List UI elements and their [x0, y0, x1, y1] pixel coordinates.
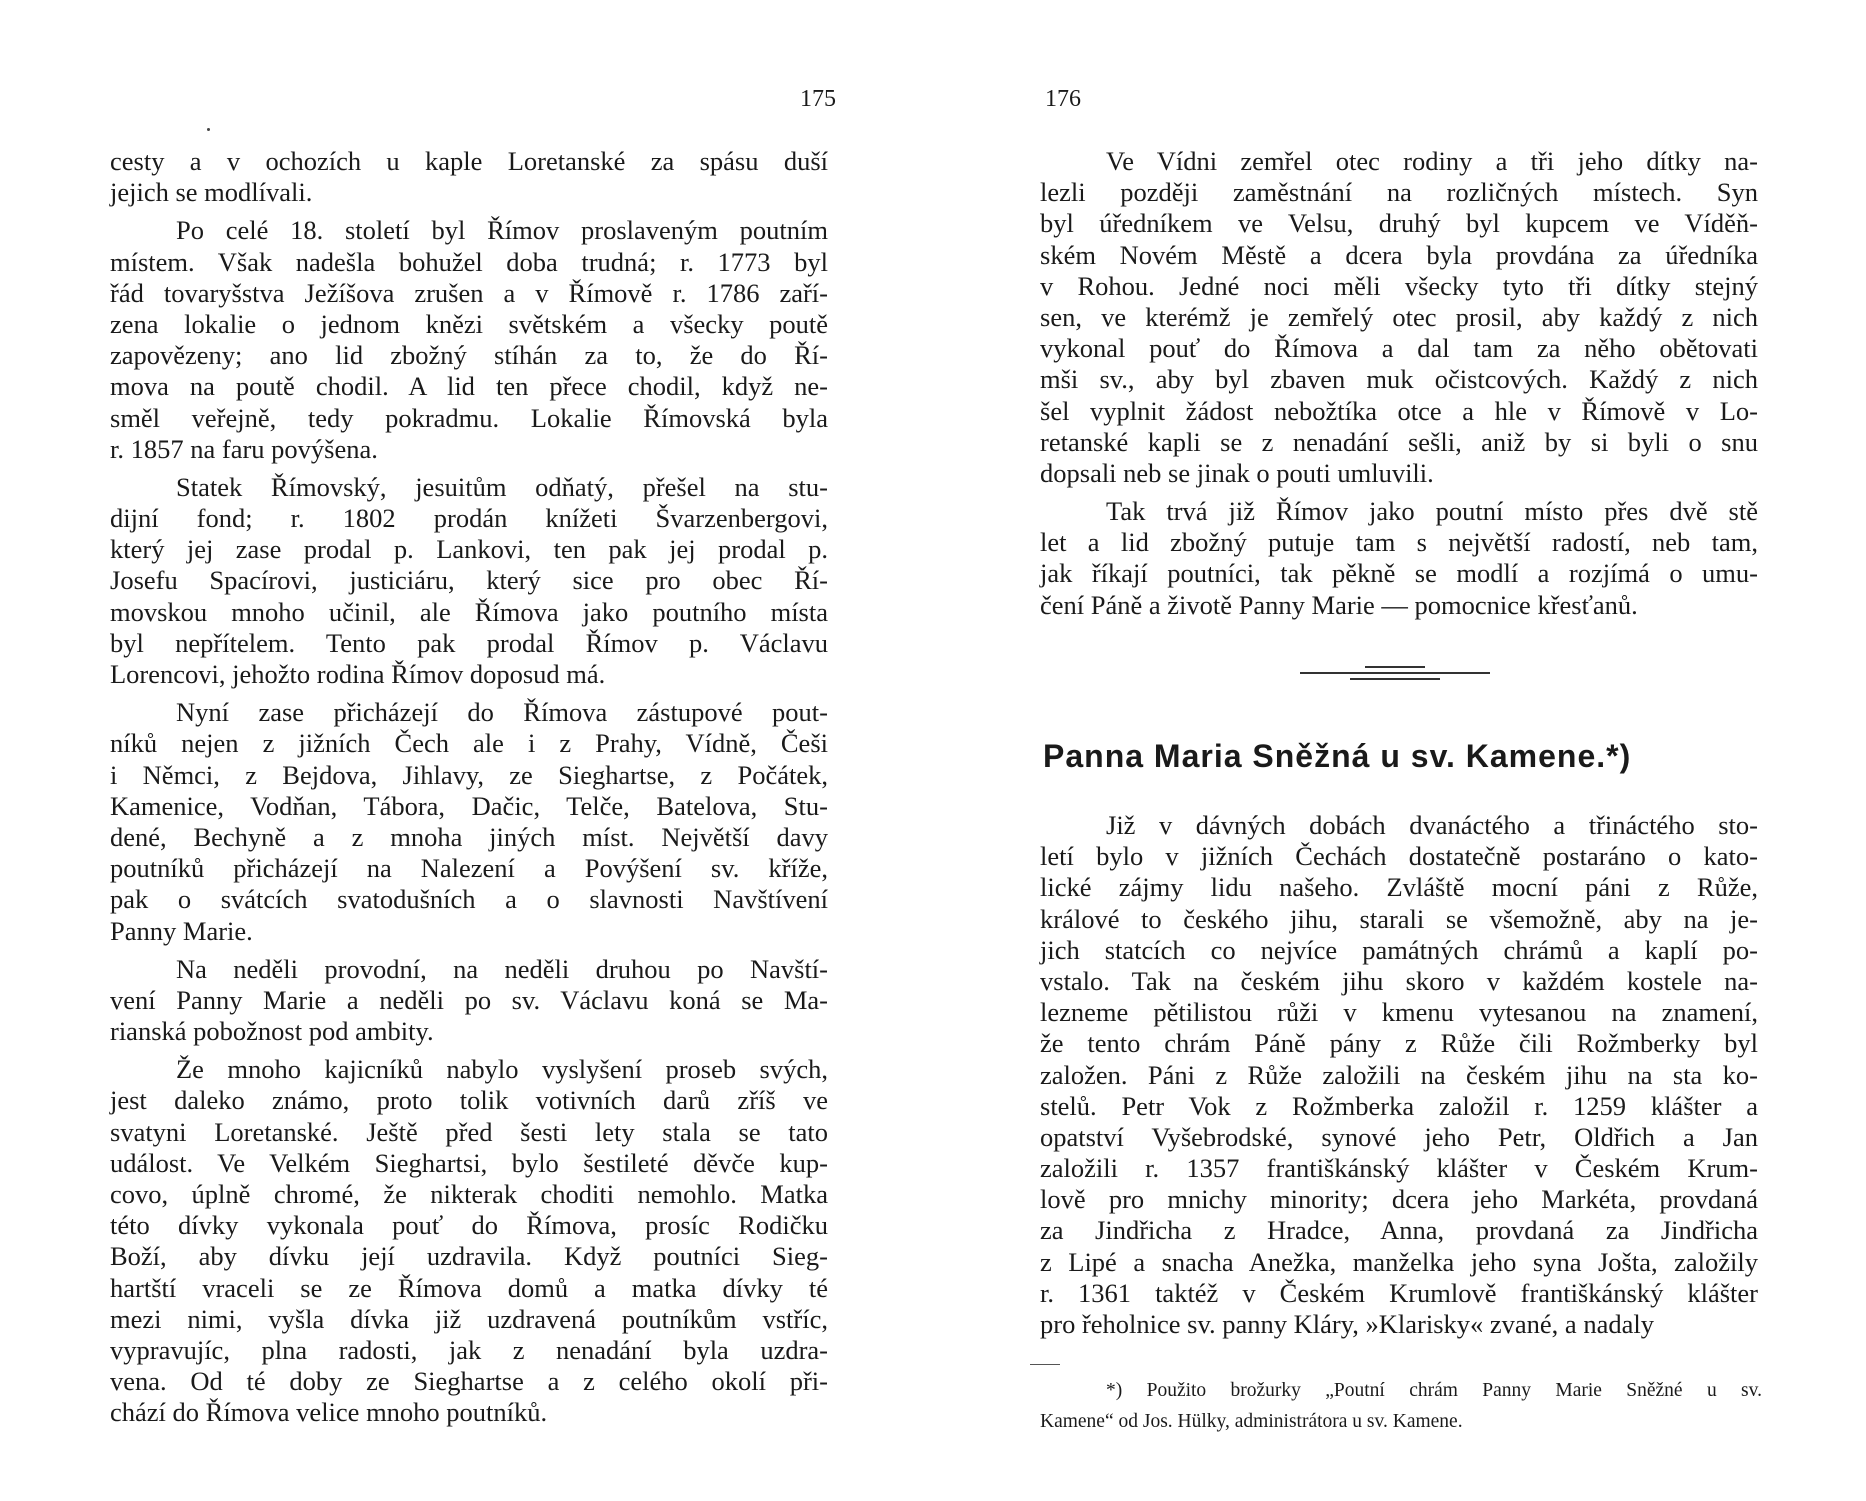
- text-line: vena. Od té doby ze Sieghartse a z celého okolí při-: [110, 1366, 828, 1397]
- text-line: jest daleko známo, proto tolik votivních darů zříš ve: [110, 1085, 828, 1116]
- text-line: rianská pobožnost pod ambity.: [110, 1016, 434, 1047]
- text-line: opatství Vyšebrodské, synové jeho Petr, Oldřich a Jan: [1040, 1121, 1758, 1152]
- text-line: let a lid zbožný putuje tam s největší radostí, neb tam,: [1040, 527, 1758, 558]
- paragraph: [1040, 810, 1758, 1340]
- text-line: níků nejen z jižních Čech ale i z Prahy, Vídně, Češi: [110, 728, 828, 759]
- text-line: lické zájmy lidu našeho. Zvláště mocní páni z Růže,: [1040, 872, 1758, 903]
- text-line: jejich se modlívali.: [110, 177, 313, 208]
- text-line: pak o svátcích svatodušních a o slavnosti Navštívení: [110, 884, 828, 915]
- text-line: lezneme pětilistou růži v kmenu vytesanou na znamení,: [1040, 997, 1758, 1028]
- text-line: který jej zase prodal p. Lankovi, ten pak jej prodal p.: [110, 534, 828, 565]
- text-line: Statek Římovský, jesuitům odňatý, přešel na stu-: [176, 471, 828, 502]
- text-line: této dívky vykonala pouť do Římova, prosíc Rodičku: [110, 1210, 828, 1241]
- text-line: vykonal pouť do Římova a dal tam za něho obětovati: [1040, 333, 1758, 364]
- text-line: byl nepřítelem. Tento pak prodal Římov p. Václavu: [110, 627, 828, 658]
- chapter-heading: Panna Maria Sněžná u sv. Kamene.*): [1043, 738, 1632, 774]
- right-page-text-top: [1040, 146, 1758, 628]
- text-line: vypravujíc, plna radosti, jak z nenadání byla uzdra-: [110, 1334, 828, 1365]
- text-line: za Jindřicha z Hradce, Anna, provdaná za Jindřicha: [1040, 1215, 1758, 1246]
- page-number-left: 175: [800, 86, 836, 112]
- text-line: jak říkají poutníci, tak pěkně se modlí a rozjímá o umu-: [1040, 558, 1758, 589]
- text-line: Tak trvá již Římov jako poutní místo přes dvě stě: [1106, 496, 1758, 527]
- text-line: sen, ve kterémž je zemřelý otec prosil, aby každý z nich: [1040, 301, 1758, 332]
- text-line: jich statcích co nejvíce památných chrámů a kaplí po-: [1040, 934, 1758, 965]
- text-line: vstalo. Tak na českém jihu skoro v každém kostele na-: [1040, 965, 1758, 996]
- paragraph: [110, 1054, 828, 1428]
- paragraph: [110, 472, 828, 690]
- text-line: Lorencovi, jehožto rodina Římov doposud má.: [110, 659, 606, 689]
- text-line: dijní fond; r. 1802 prodán knížeti Švarzenbergovi,: [110, 503, 828, 534]
- paragraph: [1040, 146, 1758, 489]
- paragraph: [110, 215, 828, 465]
- text-line: zapovězeny; ano lid zbožný stíhán za to, že do Ří-: [110, 340, 828, 371]
- text-line: svatyni Loretanské. Ještě před šesti lety stala se tato: [110, 1116, 828, 1147]
- text-line: mši sv., aby byl zbaven muk očistcových. Každý z nich: [1040, 364, 1758, 395]
- text-line: r. 1857 na faru povýšena.: [110, 433, 378, 464]
- print-speck: [207, 128, 210, 131]
- left-page-text: [110, 146, 828, 1436]
- text-line: lově pro mnichy minority; dcera jeho Markéta, provdaná: [1040, 1184, 1758, 1215]
- text-line: šel vyplnit žádost nebožtíka otce a hle v Římově v Lo-: [1040, 395, 1758, 426]
- text-line: řád tovaryšstva Ježíšova zrušen a v Římově r. 1786 zaří-: [110, 277, 828, 308]
- text-line: poutníků přicházejí na Nalezení a Povýšení sv. kříže,: [110, 853, 828, 884]
- paragraph: [110, 954, 828, 1048]
- footnote-rule: [1030, 1364, 1060, 1365]
- text-line: chází do Římova velice mnoho poutníků.: [110, 1397, 548, 1428]
- text-line: Na neděli provodní, na neděli druhou po Navští-: [176, 953, 828, 984]
- text-line: Panny Marie.: [110, 915, 253, 946]
- footnote-line: *) Použito brožurky „Poutní chrám Panny Marie Sněžné u sv.: [1106, 1380, 1762, 1401]
- page-number-right: 176: [1045, 86, 1081, 112]
- paragraph: [110, 146, 828, 208]
- text-line: zena lokalie o jednom knězi světském a všecky poutě: [110, 308, 828, 339]
- text-line: Ve Vídni zemřel otec rodiny a tři jeho dítky na-: [1106, 146, 1758, 176]
- section-separator-ornament: [1300, 662, 1490, 684]
- text-line: Nyní zase přicházejí do Římova zástupové pout-: [176, 697, 828, 728]
- text-line: movskou mnoho učinil, ale Římova jako poutního místa: [110, 596, 828, 627]
- text-line: Že mnoho kajicníků nabylo vyslyšení proseb svých,: [176, 1054, 828, 1085]
- right-page-text-bottom: [1040, 810, 1758, 1347]
- text-line: směl veřejně, tedy pokradmu. Lokalie Římovská byla: [110, 402, 828, 433]
- text-line: čení Páně a životě Panny Marie — pomocnice křesťanů.: [1040, 589, 1638, 620]
- text-line: událost. Ve Velkém Sieghartsi, bylo šestileté děvče kup-: [110, 1147, 828, 1178]
- text-line: covo, úplně chromé, že nikterak choditi nemohlo. Matka: [110, 1179, 828, 1209]
- text-line: mezi nimi, vyšla dívka již uzdravená poutníkům vstříc,: [110, 1303, 828, 1334]
- text-line: lezli později zaměstnání na rozličných místech. Syn: [1040, 177, 1758, 208]
- text-line: mova na poutě chodil. A lid ten přece chodil, když ne-: [110, 371, 828, 402]
- text-line: pro řeholnice sv. panny Kláry, »Klarisky« zvané, a nadaly: [1040, 1309, 1654, 1339]
- text-line: Josefu Spacírovi, justiciáru, který sice pro obec Ří-: [110, 565, 828, 596]
- footnote: [1040, 1378, 1762, 1440]
- text-line: i Němci, z Bejdova, Jihlavy, ze Sieghartse, z Počátek,: [110, 759, 828, 790]
- text-line: byl úředníkem ve Velsu, druhý byl kupcem ve Víděň-: [1040, 208, 1758, 239]
- text-line: dené, Bechyně a z mnoha jiných míst. Největší davy: [110, 821, 828, 852]
- text-line: Již v dávných dobách dvanáctého a třináctého sto-: [1106, 810, 1758, 840]
- text-line: Po celé 18. století byl Římov proslaveným poutním: [176, 215, 828, 246]
- text-line: vení Panny Marie a neděli po sv. Václavu koná se Ma-: [110, 984, 828, 1015]
- text-line: z Lipé a snacha Anežka, manželka jeho syna Jošta, založily: [1040, 1246, 1758, 1277]
- text-line: králové to českého jihu, starali se všemožně, aby na je-: [1040, 903, 1758, 934]
- text-line: hartští vraceli se ze Římova domů a matka dívky té: [110, 1272, 828, 1303]
- text-line: stelů. Petr Vok z Rožmberka založil r. 1259 klášter a: [1040, 1090, 1758, 1121]
- text-line: Boží, aby dívku její uzdravila. Když poutníci Sieg-: [110, 1241, 828, 1272]
- paragraph: [110, 697, 828, 947]
- paragraph: [1040, 496, 1758, 621]
- text-line: založen. Páni z Růže založili na českém jihu na sta ko-: [1040, 1059, 1758, 1090]
- footnote-line: Kamene“ od Jos. Hülky, administrátora u sv. Kamene.: [1040, 1411, 1463, 1433]
- text-line: retanské kapli se z nenadání sešli, aniž by si byli o snu: [1040, 426, 1758, 457]
- text-line: Kamenice, Vodňan, Tábora, Dačic, Telče, Batelova, Stu-: [110, 790, 828, 821]
- text-line: místem. Však nadešla bohužel doba trudná; r. 1773 byl: [110, 246, 828, 277]
- text-line: že tento chrám Páně pány z Růže čili Rožmberky byl: [1040, 1028, 1758, 1059]
- text-line: letí bylo v jižních Čechách dostatečně postaráno o kato-: [1040, 841, 1758, 872]
- text-line: r. 1361 taktéž v Českém Krumlově františkánský klášter: [1040, 1277, 1758, 1308]
- text-line: v Rohou. Jedné noci měli všecky tyto tři dítky stejný: [1040, 270, 1758, 301]
- text-line: dopsali neb se jinak o pouti umluvili.: [1040, 457, 1434, 488]
- text-line: cesty a v ochozích u kaple Loretanské za spásu duší: [110, 146, 828, 176]
- text-line: ském Novém Městě a dcera byla provdána za úředníka: [1040, 239, 1758, 270]
- text-line: založili r. 1357 františkánský klášter v Českém Krum-: [1040, 1153, 1758, 1184]
